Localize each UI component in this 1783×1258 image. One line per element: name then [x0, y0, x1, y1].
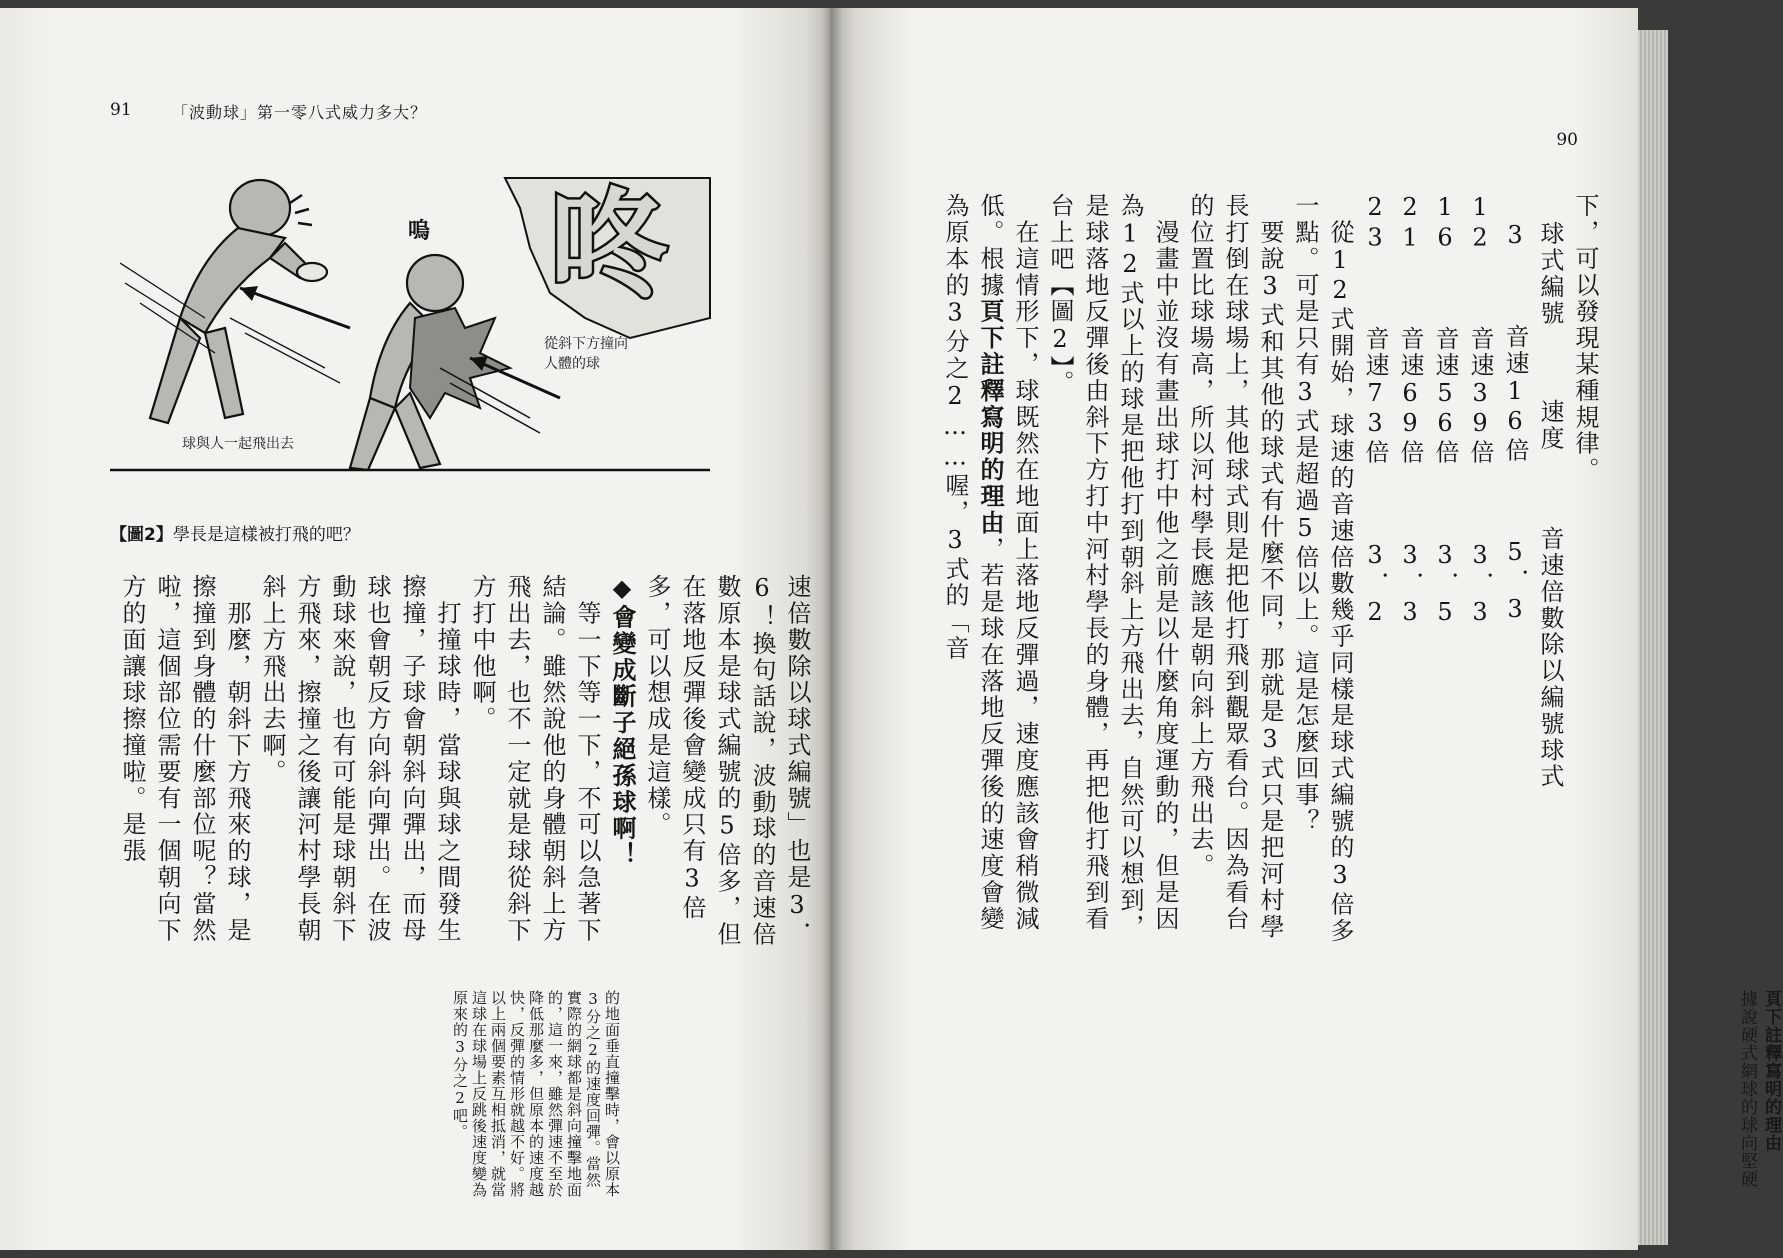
- table-row: [1392, 193, 1427, 958]
- sfx-small-text: 嗚: [408, 219, 431, 244]
- book-gutter: [822, 8, 842, 1250]
- paragraph: 速倍數除以球式編號」也是3．6！換句話說，波動球的音速倍數原本是球式編號的5倍多，但在落地反彈後會變成只有3倍多，可以想成是這樣。: [643, 574, 811, 948]
- paragraph: 在這情形下，球既然在地面上落地反彈過，速度應該會稍微減低。根據頁下註釋寫明的理由，若是球在落地反彈後的速度會變為原本的3分之2……喔，3式的「音: [941, 193, 1039, 933]
- right-page: [830, 8, 1781, 1250]
- table-cell: 23: [1361, 193, 1389, 254]
- bold-phrase: 頁下註釋寫明的理由: [976, 298, 1004, 537]
- paragraph: 那麼，朝斜下方飛來的球，是擦撞到身體的什麼部位呢？當然啦，這個部位需要有一個朝向下方的面讓球擦撞啦。是張: [118, 574, 251, 944]
- table-header: 速度: [1536, 399, 1564, 452]
- left-body-text: [114, 574, 814, 954]
- sfx-large-text: 咚: [550, 176, 669, 314]
- figure-number: 【圖2】: [110, 525, 173, 545]
- table-cell: 音速16倍: [1501, 323, 1529, 464]
- table-row: [1462, 193, 1497, 958]
- running-title: 「波動球」第一零八式威力多大？: [172, 103, 428, 122]
- right-body-text: [937, 193, 1602, 958]
- table-row: [1357, 193, 1392, 958]
- paragraph: 要說3式和其他的球式有什麼不同，那就是3式只是把河村學長打倒在球場上，其他球式則是把他打飛到觀眾看台。因為看台的位置比球場高，所以河村學長應該是朝向斜上方飛出去。: [1186, 193, 1284, 941]
- footnote: [1735, 990, 1783, 1190]
- paragraph: 打撞球時，當球與球之間發生擦撞，子球會朝斜向彈出，而母球也會朝反方向斜向彈出。在波動球來說，也有可能是球朝斜下方飛來，擦撞之後讓河村學長朝斜上方飛出去啊。: [258, 574, 461, 944]
- caption-from-below-line2: 人體的球: [544, 356, 600, 372]
- table-cell: 3．3: [1466, 540, 1494, 628]
- caption-from-below-line1: 從斜下方撞向: [544, 336, 628, 352]
- table-cell: 12: [1466, 193, 1494, 254]
- figure-caption: 學長是這樣被打飛的吧？: [172, 525, 360, 545]
- table-cell: 音速69倍: [1396, 326, 1424, 467]
- table-cell: 音速73倍: [1361, 326, 1389, 467]
- table-cell: 3．5: [1431, 540, 1459, 628]
- table-cell: 音速56倍: [1431, 326, 1459, 467]
- page-number: 90: [1556, 130, 1578, 150]
- table-header: 球式編號: [1536, 221, 1564, 327]
- section-heading: ◆會變成斷子絕孫球啊！: [608, 574, 636, 869]
- footnote-text: 據說硬式網球的球向堅硬: [1737, 990, 1757, 1188]
- table-cell: 3: [1501, 221, 1529, 252]
- table-header: 音速倍數除以編號球式: [1536, 526, 1564, 791]
- figure-illustration: [110, 168, 710, 478]
- table-cell: 21: [1396, 193, 1424, 254]
- table-row: [1497, 221, 1532, 958]
- caption-flying-together: 球與人一起飛出去: [182, 436, 294, 452]
- left-page: [0, 8, 830, 1250]
- table-cell: 音速39倍: [1466, 326, 1494, 467]
- paragraph: 漫畫中並沒有畫出球打中他之前是以什麼角度運動的，但是因為12式以上的球是把他打到朝斜上方飛出去，自然可以想到，是球落地反彈後由斜下方打中河村學長的身體，再把他打飛到看台上吧【圖2】。: [1046, 193, 1179, 941]
- page-number: 91: [110, 100, 132, 120]
- table-cell: 3．3: [1396, 540, 1424, 628]
- table-cell: 16: [1431, 193, 1459, 254]
- table-header-row: [1532, 221, 1567, 958]
- paragraph: 從12式開始，球速的音速倍數幾乎同樣是球式編號的3倍多一點。可是只有3式是超過5倍以上。這是怎麼回事？: [1291, 193, 1354, 945]
- footnote-continued: 的地面垂直撞擊時，會以原本3分之2的速度回彈。當然實際的網球都是斜向撞擊地面的，這一來，雖然彈速不至於降低那麼多，但原本的速度越快，反彈的情形就越不好。將以上兩個要素互相抵消，就當這球在球場上反跳後速度變為原來的3分之2吧。: [451, 990, 621, 1198]
- intro-line: 下，可以發現某種規律。: [1571, 193, 1599, 484]
- table-cell: 5．3: [1501, 538, 1529, 626]
- footnote-title: 頁下註釋寫明的理由: [1761, 990, 1781, 1152]
- figure-label: [110, 520, 360, 545]
- paragraph: 等一下等一下，不可以急著下結論。雖然說他的身體朝斜上方飛出去，也不一定就是球從斜下方打中他啊。: [468, 574, 601, 944]
- page-edges: [1638, 30, 1668, 1245]
- table-row: [1427, 193, 1462, 958]
- manga-illustration: [110, 168, 710, 478]
- table-cell: 3．2: [1361, 540, 1389, 628]
